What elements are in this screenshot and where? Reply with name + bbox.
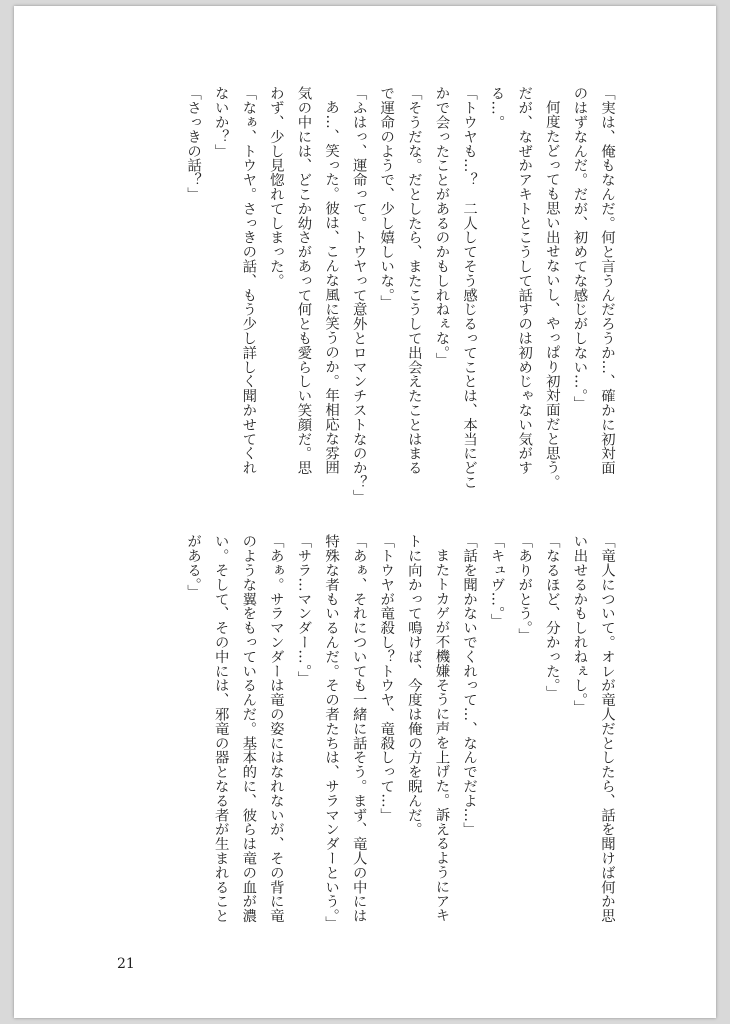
text-line: またトカゲが不機嫌そうに声を上げた。訴えるようにアキ xyxy=(433,548,450,923)
text-line: 「そうだな。だとしたら、またこうして出会えたことはまる xyxy=(405,86,422,475)
text-line: 「竜人について。オレが竜人だとしたら、話を聞けば何か思 xyxy=(599,534,615,923)
text-line: 「ありがとう。」 xyxy=(516,534,533,642)
text-line: 「トウヤが竜殺し？トウヤ、竜殺しって…」 xyxy=(378,534,395,822)
text-line: だが、なぜかアキトとこうして話すのは初めじゃない気がす xyxy=(516,86,533,475)
text-line: のはずなんだ。だが、初めてな感じがしない…。」 xyxy=(571,86,588,410)
text-line: 何度たどっても思い出せないし、やっぱり初対面だと思う。 xyxy=(543,100,560,490)
page-number: 21 xyxy=(117,956,135,972)
text-line: 「トウヤも…？ 二人してそう感じるってことは、本当にどこ xyxy=(461,86,478,490)
text-line: る…。 xyxy=(488,86,505,130)
text-line: 「なぁ、トウヤ。さっきの話、もう少し詳しく聞かせてくれ xyxy=(240,86,257,475)
bottom-text-block xyxy=(179,534,621,974)
text-line: 「さっきの話？」 xyxy=(185,86,202,202)
text-line: のような翼をもっているんだ。基本的に、彼らは竜の血が濃 xyxy=(240,534,257,923)
text-line: がある。」 xyxy=(185,534,202,599)
book-page xyxy=(14,6,716,1018)
text-line: 「キュヴ…。」 xyxy=(488,534,505,628)
text-line: 「あぁ。サラマンダーは竜の姿にはなれないが、その背に竜 xyxy=(267,534,284,923)
text-line: 「サラ…マンダー…。」 xyxy=(295,534,312,686)
text-line: わず、少し見惚れてしまった。 xyxy=(267,86,284,288)
text-line: あ…、笑った。彼は、こんな風に笑うのか。年相応な雰囲 xyxy=(323,100,340,475)
text-line: かで会ったことがあるのかもしれねぇな。」 xyxy=(433,86,450,367)
text-line: 特殊な者もいるんだ。その者たちは、サラマンダーという。」 xyxy=(323,534,340,930)
text-line: で運命のようで、少し嬉しいな。」 xyxy=(378,86,395,310)
text-line: 「あぁ、それについても一緒に話そう。まず、竜人の中には xyxy=(350,534,367,923)
text-line: 「実は、俺もなんだ。何と言うんだろうか…、確かに初対面 xyxy=(599,86,615,475)
text-line: い出せるかもしれねぇし。」 xyxy=(571,534,588,714)
text-line: ないか？」 xyxy=(212,86,229,158)
text-line: 「ふはっ、運命って。トウヤって意外とロマンチストなのか？」 xyxy=(350,86,367,504)
text-line: 「なるほど、分かった。」 xyxy=(543,534,560,700)
text-line: 気の中には、どこか幼さがあって何とも愛らしい笑顔だ。思 xyxy=(295,86,312,475)
text-line: い。そして、その中には、邪竜の器となる者が生まれること xyxy=(212,534,229,923)
text-line: トに向かって鳴けば、今度は俺の方を睨んだ。 xyxy=(405,534,422,837)
text-line: 「話を聞かないでくれって…、なんでだよ…」 xyxy=(461,534,478,837)
top-text-block xyxy=(179,86,621,526)
